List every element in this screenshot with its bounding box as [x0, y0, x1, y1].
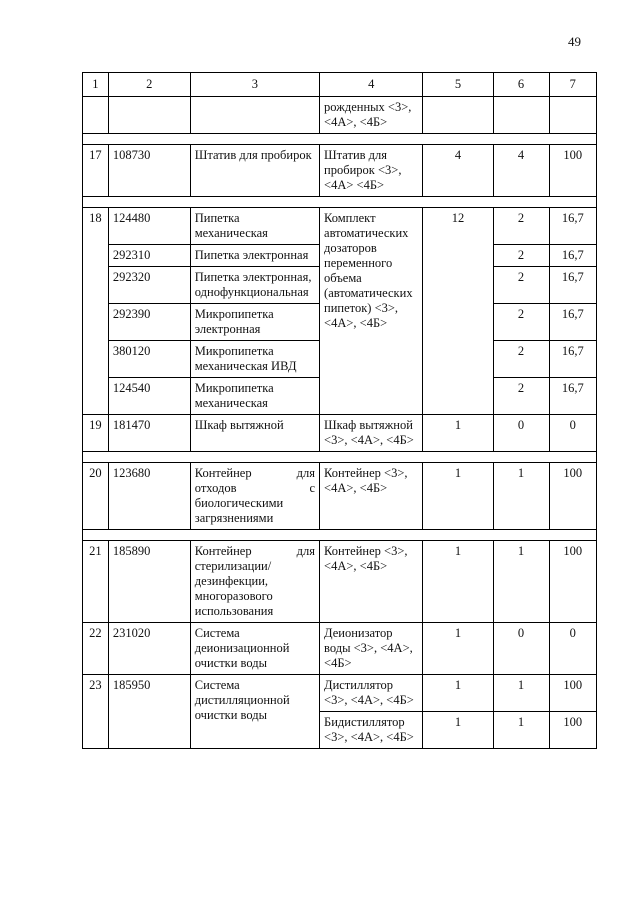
- standard-name-cell: Шкаф вытяжной <3>, <4А>, <4Б>: [320, 415, 423, 452]
- required-qty-cell: 4: [423, 145, 493, 197]
- item-name-cell: Шкаф вытяжной: [190, 415, 319, 452]
- percent-cell: 16,7: [549, 304, 596, 341]
- item-name-cell: Система деионизационной очистки воды: [190, 623, 319, 675]
- actual-qty-cell: 2: [493, 267, 549, 304]
- item-name-cell: Микропипетка механическая ИВД: [190, 341, 319, 378]
- item-name-cell: Пипетка механическая: [190, 208, 319, 245]
- row-number: 20: [83, 463, 109, 530]
- percent-cell: 16,7: [549, 378, 596, 415]
- required-qty-cell: 1: [423, 463, 493, 530]
- item-name-cell: Система дистилляционной очистки воды: [190, 675, 319, 749]
- row-number: 22: [83, 623, 109, 675]
- percent-cell: 16,7: [549, 245, 596, 267]
- header-cell: 7: [549, 73, 596, 97]
- code-cell: 185950: [108, 675, 190, 749]
- percent-cell: 16,7: [549, 341, 596, 378]
- row-number: 21: [83, 541, 109, 623]
- standard-name-cell: Комплект автоматических дозаторов переменного объема (автоматических пипеток) <3>, <4А>, <4Б>: [320, 208, 423, 415]
- item-name-cell: Контейнер для отходов с биологическими загрязнениями: [190, 463, 319, 530]
- standard-name-cell: Контейнер <3>, <4А>, <4Б>: [320, 463, 423, 530]
- actual-qty-cell: 4: [493, 145, 549, 197]
- standard-name-cell: Дистиллятор <3>, <4А>, <4Б>: [320, 675, 423, 712]
- table-row: [83, 623, 597, 675]
- actual-qty-cell: 2: [493, 378, 549, 415]
- row-number: 23: [83, 675, 109, 749]
- actual-qty-cell: 1: [493, 463, 549, 530]
- table-row: [83, 463, 597, 530]
- actual-qty-cell: 0: [493, 623, 549, 675]
- required-qty-cell: 12: [423, 208, 493, 415]
- standard-name-cell: Деионизатор воды <3>, <4А>, <4Б>: [320, 623, 423, 675]
- percent-cell: 100: [549, 541, 596, 623]
- table-row: [83, 97, 597, 134]
- required-qty-cell: 1: [423, 541, 493, 623]
- percent-cell: 16,7: [549, 208, 596, 245]
- actual-qty-cell: 1: [493, 675, 549, 712]
- actual-qty-cell: 1: [493, 541, 549, 623]
- code-cell: 231020: [108, 623, 190, 675]
- header-cell: 5: [423, 73, 493, 97]
- percent-cell: 0: [549, 623, 596, 675]
- code-cell: 124540: [108, 378, 190, 415]
- table-row: [83, 675, 597, 712]
- code-cell: 292320: [108, 267, 190, 304]
- table-row: [83, 541, 597, 623]
- header-cell: 6: [493, 73, 549, 97]
- item-name-cell: Контейнер для стерилизации/дезинфекции, многоразового использования: [190, 541, 319, 623]
- actual-qty-cell: 0: [493, 415, 549, 452]
- code-cell: 185890: [108, 541, 190, 623]
- item-name-cell: Штатив для пробирок: [190, 145, 319, 197]
- actual-qty-cell: 2: [493, 208, 549, 245]
- code-cell: 181470: [108, 415, 190, 452]
- required-qty-cell: 1: [423, 712, 493, 749]
- standard-name-cell: рожденных <3>, <4А>, <4Б>: [320, 97, 423, 134]
- page-number: 49: [568, 34, 581, 49]
- header-cell: 3: [190, 73, 319, 97]
- required-qty-cell: 1: [423, 623, 493, 675]
- code-cell: 292390: [108, 304, 190, 341]
- table-row: [83, 208, 597, 245]
- row-number: 19: [83, 415, 109, 452]
- code-cell: 124480: [108, 208, 190, 245]
- item-name-cell: Пипетка электронная, однофункциональная: [190, 267, 319, 304]
- item-name-cell: Пипетка электронная: [190, 245, 319, 267]
- percent-cell: 100: [549, 463, 596, 530]
- item-name-cell: Микропипетка механическая: [190, 378, 319, 415]
- item-name-cell: Микропипетка электронная: [190, 304, 319, 341]
- table-row: [83, 145, 597, 197]
- code-cell: 380120: [108, 341, 190, 378]
- actual-qty-cell: 1: [493, 712, 549, 749]
- table-row: [83, 415, 597, 452]
- percent-cell: 0: [549, 415, 596, 452]
- percent-cell: 100: [549, 712, 596, 749]
- percent-cell: 100: [549, 675, 596, 712]
- required-qty-cell: 1: [423, 415, 493, 452]
- header-row: [83, 73, 597, 97]
- code-cell: 108730: [108, 145, 190, 197]
- actual-qty-cell: 2: [493, 341, 549, 378]
- standard-name-cell: Контейнер <3>, <4А>, <4Б>: [320, 541, 423, 623]
- row-number: 17: [83, 145, 109, 197]
- header-cell: 1: [83, 73, 109, 97]
- standard-name-cell: Штатив для пробирок <3>, <4А> <4Б>: [320, 145, 423, 197]
- actual-qty-cell: 2: [493, 304, 549, 341]
- percent-cell: 16,7: [549, 267, 596, 304]
- actual-qty-cell: 2: [493, 245, 549, 267]
- percent-cell: 100: [549, 145, 596, 197]
- code-cell: 123680: [108, 463, 190, 530]
- header-cell: 2: [108, 73, 190, 97]
- code-cell: 292310: [108, 245, 190, 267]
- standard-name-cell: Бидистиллятор <3>, <4А>, <4Б>: [320, 712, 423, 749]
- header-cell: 4: [320, 73, 423, 97]
- equipment-table: [82, 72, 597, 749]
- row-number: 18: [83, 208, 109, 415]
- required-qty-cell: 1: [423, 675, 493, 712]
